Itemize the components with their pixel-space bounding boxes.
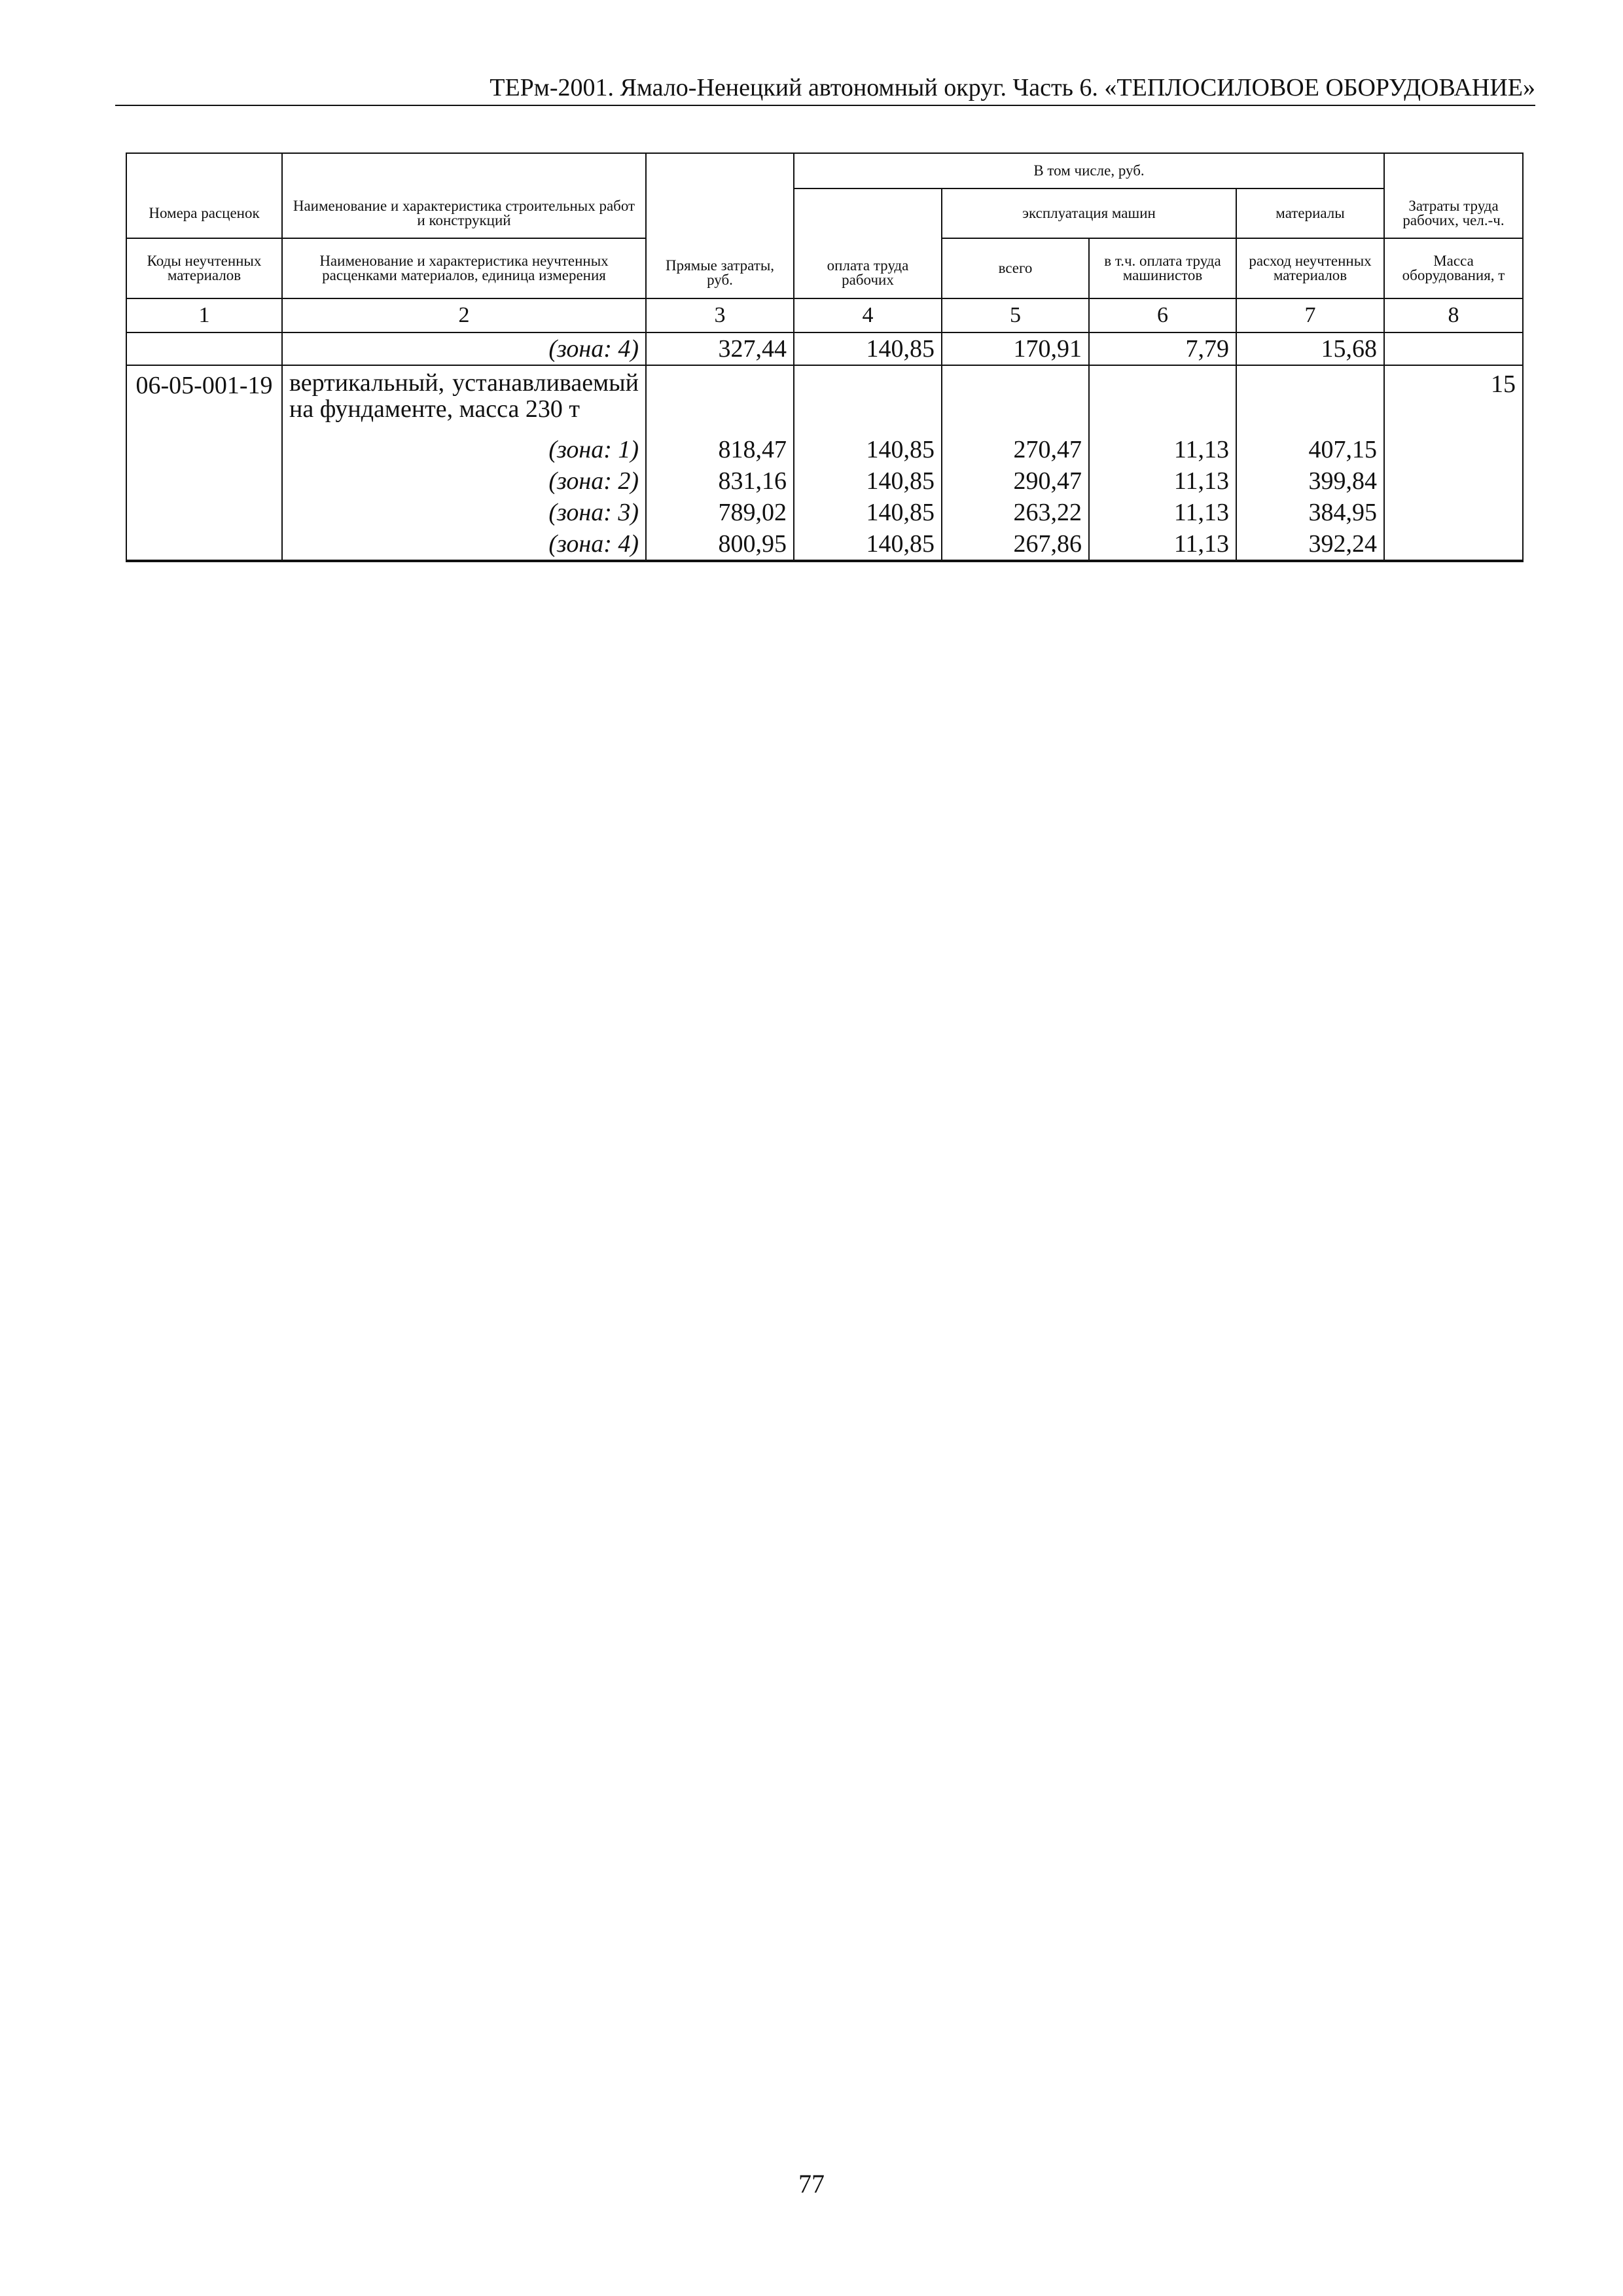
rate-code-cell — [126, 332, 282, 365]
table-row — [126, 465, 1523, 497]
machine-total-value: 263,22 — [942, 497, 1089, 528]
machine-total-value: 290,47 — [942, 465, 1089, 497]
table-row — [126, 332, 1523, 365]
table-row — [126, 365, 1523, 434]
machine-total-value: 270,47 — [942, 434, 1089, 465]
header-machine-operation: эксплуатация машин — [942, 188, 1236, 238]
header-rate-numbers: Номера расценок — [126, 188, 282, 238]
header-direct-costs: Прямые затраты, руб. — [646, 153, 794, 298]
materials-value: 15,68 — [1236, 332, 1384, 365]
zone-label: (зона: 2) — [282, 465, 646, 497]
column-number: 2 — [282, 298, 646, 332]
machinist-pay-value: 11,13 — [1089, 465, 1236, 497]
header-rate-numbers-top — [126, 153, 282, 188]
column-number: 4 — [794, 298, 942, 332]
labor-costs-cell — [1384, 332, 1523, 365]
header-row-1 — [126, 153, 1523, 188]
header-row-2 — [126, 188, 1523, 213]
table-row — [126, 434, 1523, 465]
header-material-codes: Коды неучтенных материалов — [126, 238, 282, 298]
column-number: 7 — [1236, 298, 1384, 332]
header-unaccounted-materials: расход неучтенных материалов — [1236, 238, 1384, 298]
direct-costs-value: 831,16 — [646, 465, 794, 497]
empty-cell — [1236, 365, 1384, 434]
rate-code-cell — [126, 497, 282, 528]
header-rule — [115, 105, 1535, 106]
page-number: 77 — [798, 2169, 825, 2198]
machinist-pay-value: 11,13 — [1089, 434, 1236, 465]
labor-costs-cell — [1384, 497, 1523, 528]
labor-pay-value: 140,85 — [794, 497, 942, 528]
labor-costs-cell — [1384, 528, 1523, 561]
labor-pay-value: 140,85 — [794, 528, 942, 561]
machine-total-value: 267,86 — [942, 528, 1089, 561]
header-total: всего — [942, 238, 1089, 298]
header-materials: материалы — [1236, 188, 1384, 238]
column-number: 1 — [126, 298, 282, 332]
header-labor-costs-top — [1384, 153, 1523, 188]
item-description: вертикальный, устанавливаемый на фундаменте, масса 230 т — [282, 365, 646, 434]
column-number: 5 — [942, 298, 1089, 332]
rate-code-cell — [126, 434, 282, 465]
table-row — [126, 528, 1523, 561]
header-labor-costs: Затраты труда рабочих, чел.-ч. — [1384, 188, 1523, 238]
materials-value: 392,24 — [1236, 528, 1384, 561]
column-number: 6 — [1089, 298, 1236, 332]
labor-costs-cell — [1384, 434, 1523, 465]
rate-code-cell — [126, 528, 282, 561]
column-number: 8 — [1384, 298, 1523, 332]
labor-costs-value: 15 — [1384, 365, 1523, 434]
machinist-pay-value: 11,13 — [1089, 497, 1236, 528]
materials-value: 399,84 — [1236, 465, 1384, 497]
header-work-name-top — [282, 153, 646, 188]
zone-label: (зона: 4) — [282, 528, 646, 561]
materials-value: 384,95 — [1236, 497, 1384, 528]
direct-costs-value: 327,44 — [646, 332, 794, 365]
materials-value: 407,15 — [1236, 434, 1384, 465]
zone-label: (зона: 1) — [282, 434, 646, 465]
header-including: В том числе, руб. — [794, 153, 1384, 188]
empty-cell — [794, 365, 942, 434]
labor-pay-value: 140,85 — [794, 332, 942, 365]
rate-code: 06-05-001-19 — [126, 365, 282, 434]
header-labor-pay: оплата труда рабочих — [794, 188, 942, 298]
zone-label: (зона: 3) — [282, 497, 646, 528]
direct-costs-value: 789,02 — [646, 497, 794, 528]
machinist-pay-value: 11,13 — [1089, 528, 1236, 561]
labor-pay-value: 140,85 — [794, 434, 942, 465]
header-work-name: Наименование и характеристика строительных работ и конструкций — [282, 188, 646, 238]
rate-code-cell — [126, 465, 282, 497]
header-machinist-pay: в т.ч. оплата труда машинистов — [1089, 238, 1236, 298]
header-material-name: Наименование и характеристика неучтенных расценками материалов, единица измерения — [282, 238, 646, 298]
empty-cell — [942, 365, 1089, 434]
table-row — [126, 497, 1523, 528]
labor-costs-cell — [1384, 465, 1523, 497]
labor-pay-value: 140,85 — [794, 465, 942, 497]
machinist-pay-value: 7,79 — [1089, 332, 1236, 365]
empty-cell — [646, 365, 794, 434]
running-header: ТЕРм-2001. Ямало-Ненецкий автономный округ. Часть 6. «ТЕПЛОСИЛОВОЕ ОБОРУДОВАНИЕ» — [490, 74, 1535, 101]
header-equipment-mass: Масса оборудования, т — [1384, 238, 1523, 298]
empty-cell — [1089, 365, 1236, 434]
column-number: 3 — [646, 298, 794, 332]
direct-costs-value: 818,47 — [646, 434, 794, 465]
zone-label: (зона: 4) — [282, 332, 646, 365]
column-number-row — [126, 298, 1523, 332]
direct-costs-value: 800,95 — [646, 528, 794, 561]
rates-table — [126, 152, 1524, 562]
machine-total-value: 170,91 — [942, 332, 1089, 365]
